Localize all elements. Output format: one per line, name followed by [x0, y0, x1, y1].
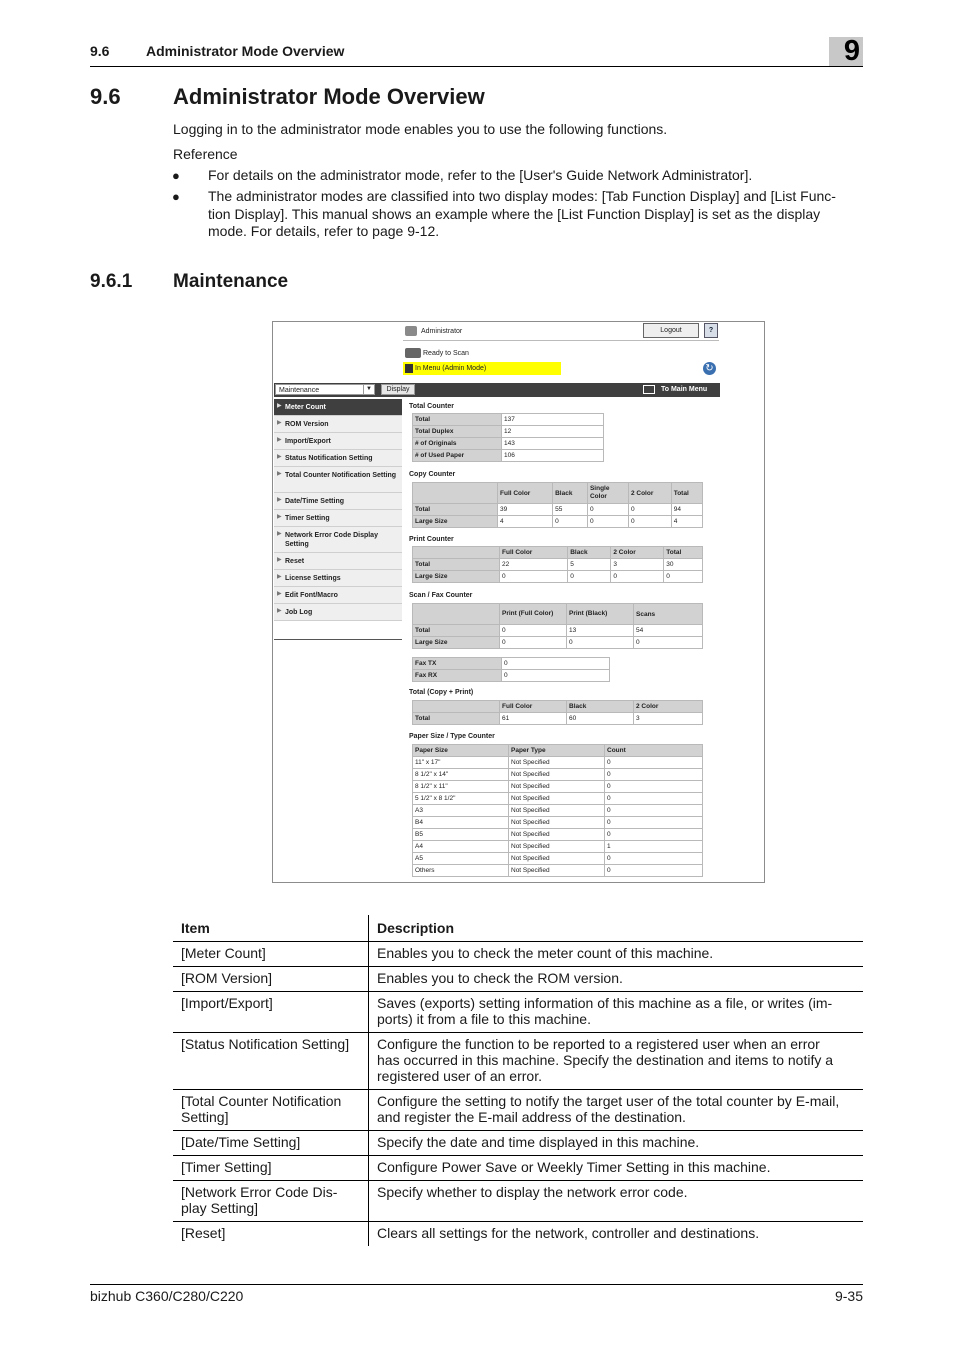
cell-value: 30	[664, 559, 703, 571]
cell-value: 0	[628, 516, 671, 528]
item-cell	[173, 1090, 369, 1131]
nav-item-rom-version[interactable]	[274, 416, 402, 433]
refresh-icon[interactable]: ↻	[703, 362, 716, 375]
description-line: Enables you to check the meter count of this machine.	[377, 945, 714, 961]
cell-value: Not Specified	[509, 769, 605, 781]
header-cell	[413, 547, 500, 559]
item-cell	[173, 942, 369, 967]
cell-value: 8 1/2" x 11"	[413, 781, 509, 793]
nav-item-edit-font-macro[interactable]	[274, 587, 402, 604]
cell-value: Not Specified	[509, 865, 605, 877]
header-cell: Print (Black)	[567, 604, 634, 625]
row-label: Total	[413, 504, 498, 516]
chevron-down-icon: ▼	[363, 385, 374, 394]
cell-value: 0	[605, 829, 703, 841]
description-line: Configure the setting to notify the target user of the total counter by E-mail,	[377, 1093, 840, 1109]
header-cell: Black	[567, 701, 634, 713]
cell-value: 3	[611, 559, 664, 571]
header-cell: Paper Size	[413, 745, 509, 757]
table-row	[413, 658, 610, 670]
cell-value: 0	[605, 805, 703, 817]
table-row	[413, 769, 703, 781]
cell-value: 0	[605, 781, 703, 793]
description-cell	[369, 967, 864, 992]
item-line: [ROM Version]	[181, 970, 273, 986]
table-row	[413, 516, 703, 528]
table-row	[413, 805, 703, 817]
nav-item-date-time[interactable]	[274, 493, 402, 510]
paper-counter-table	[412, 744, 703, 877]
to-main-menu-button[interactable]: To Main Menu	[661, 386, 708, 393]
description-line: ports) it from a file to this machine.	[377, 1011, 591, 1027]
arrow-right-icon: ▶	[277, 514, 282, 520]
chapter-tab	[829, 37, 863, 66]
cell-value: Not Specified	[509, 841, 605, 853]
cell-value: 137	[502, 414, 604, 426]
table-row	[173, 942, 863, 967]
cell-value: Not Specified	[509, 793, 605, 805]
maintenance-screenshot	[272, 321, 765, 883]
cell-value: 0	[587, 516, 628, 528]
cell-value: 0	[605, 853, 703, 865]
description-line: has occurred in this machine. Specify the destination and items to notify a	[377, 1052, 834, 1068]
header-cell: Scans	[634, 604, 703, 625]
table-row	[173, 1090, 863, 1131]
nav-label: Network Error Code Display Setting	[285, 532, 378, 548]
item-cell	[173, 1156, 369, 1181]
table-header-row	[413, 483, 703, 504]
cell-value: 1	[605, 841, 703, 853]
table-row	[413, 713, 703, 725]
header-cell: Paper Type	[509, 745, 605, 757]
nav-label: Meter Count	[285, 404, 326, 411]
row-label: Fax TX	[413, 658, 502, 670]
cell-value: 22	[500, 559, 568, 571]
cell-value: Others	[413, 865, 509, 877]
cell-value: 4	[671, 516, 702, 528]
description-cell	[369, 1033, 864, 1090]
cell-value: 106	[502, 450, 604, 462]
section-heading-title: Administrator Mode Overview	[173, 84, 485, 109]
arrow-right-icon: ▶	[277, 591, 282, 597]
cell-value: 13	[567, 625, 634, 637]
header-cell: Count	[605, 745, 703, 757]
item-cell	[173, 1033, 369, 1090]
row-label: Large Size	[413, 637, 500, 649]
header-cell: 2 Color	[634, 701, 703, 713]
header-cell: 2 Color	[611, 547, 664, 559]
print-counter-table	[412, 546, 703, 583]
cell-value: A3	[413, 805, 509, 817]
row-label: Total	[413, 713, 500, 725]
item-cell	[173, 992, 369, 1033]
header-cell: Total	[671, 483, 702, 504]
nav-label: Import/Export	[285, 438, 331, 445]
cell-value: 0	[500, 571, 568, 583]
nav-label: Timer Setting	[285, 515, 330, 522]
cell-value: B5	[413, 829, 509, 841]
nav-label: Status Notification Setting	[285, 455, 373, 462]
total-counter-title: Total Counter	[409, 403, 454, 410]
section-heading-number: 9.6	[90, 84, 121, 109]
header-cell: Full Color	[500, 701, 567, 713]
cell-value: 0	[611, 571, 664, 583]
item-line: [Meter Count]	[181, 945, 266, 961]
description-cell	[369, 942, 864, 967]
row-label: Large Size	[413, 516, 498, 528]
table-row	[173, 1131, 863, 1156]
row-label: Total	[413, 559, 500, 571]
scanner-icon	[405, 348, 421, 358]
item-cell	[173, 967, 369, 992]
table-row	[173, 967, 863, 992]
display-button[interactable]: Display	[381, 384, 415, 395]
table-row	[413, 817, 703, 829]
nav-item-import-export[interactable]	[274, 433, 402, 450]
nav-label: Reset	[285, 558, 305, 565]
description-line: Configure Power Save or Weekly Timer Setting in this machine.	[377, 1159, 771, 1175]
header-cell: Black	[553, 483, 588, 504]
arrow-right-icon: ▶	[277, 557, 282, 563]
cell-value: 0	[605, 865, 703, 877]
cell-value: 54	[634, 625, 703, 637]
table-row	[413, 504, 703, 516]
main-menu-icon	[643, 385, 655, 394]
nav-label: Job Log	[285, 609, 313, 616]
table-row	[413, 841, 703, 853]
description-line: and register the E-mail address of the destination.	[377, 1109, 686, 1125]
cell-value: 0	[605, 793, 703, 805]
cell-value: 0	[553, 516, 588, 528]
total-counter-table	[412, 413, 604, 462]
description-cell	[369, 1222, 864, 1247]
table-row	[413, 637, 703, 649]
table-row	[413, 559, 703, 571]
table-row	[413, 426, 604, 438]
description-line: Configure the function to be reported to a registered user when an error	[377, 1036, 820, 1052]
arrow-right-icon: ▶	[277, 471, 282, 477]
row-label: Total	[413, 414, 502, 426]
description-cell	[369, 1131, 864, 1156]
function-table	[173, 915, 863, 1246]
description-line: Saves (exports) setting information of this machine as a file, or writes (im-	[377, 995, 833, 1011]
row-label: Fax RX	[413, 670, 502, 682]
item-line: play Setting]	[181, 1200, 259, 1216]
cell-value: 0	[605, 757, 703, 769]
description-cell	[369, 992, 864, 1033]
arrow-right-icon: ▶	[277, 437, 282, 443]
help-icon[interactable]: ?	[704, 323, 718, 338]
administrator-label: Administrator	[421, 328, 463, 335]
arrow-right-icon: ▶	[277, 574, 282, 580]
item-line: [Network Error Code Dis-	[181, 1184, 338, 1200]
cell-value: 0	[567, 637, 634, 649]
table-row	[173, 1033, 863, 1090]
row-label: # of Originals	[413, 438, 502, 450]
reference-label: Reference	[173, 146, 238, 162]
description-line: Clears all settings for the network, controller and destinations.	[377, 1225, 760, 1241]
intro-paragraph: Logging in to the administrator mode enables you to use the following functions.	[173, 121, 668, 137]
scan-fax-counter-table	[412, 603, 703, 649]
cell-value: 61	[500, 713, 567, 725]
row-label: Large Size	[413, 571, 500, 583]
cell-value: Not Specified	[509, 781, 605, 793]
table-row	[413, 571, 703, 583]
cell-value: 0	[605, 769, 703, 781]
table-header-row	[413, 745, 703, 757]
arrow-right-icon: ▶	[277, 497, 282, 503]
header-cell: Single Color	[587, 483, 628, 504]
item-line: [Reset]	[181, 1225, 226, 1241]
column-header-description: Description	[369, 915, 864, 942]
arrow-right-icon: ▶	[277, 454, 282, 460]
nav-item-status-notification[interactable]	[274, 450, 402, 467]
copy-counter-title: Copy Counter	[409, 471, 456, 478]
arrow-right-icon: ▶	[277, 608, 282, 614]
cell-value: 0	[605, 817, 703, 829]
header-section-title: Administrator Mode Overview	[146, 43, 345, 59]
admin-title-bar	[403, 322, 719, 341]
table-row	[413, 757, 703, 769]
item-line: Setting]	[181, 1109, 229, 1125]
table-row	[413, 438, 604, 450]
nav-item-network-error-code[interactable]	[274, 527, 402, 553]
bullet-text-line: The administrator modes are classified into two display modes: [Tab Function Display] and [List Func-	[208, 188, 836, 204]
header-cell	[413, 701, 500, 713]
description-cell	[369, 1090, 864, 1131]
cell-value: 5 1/2" x 8 1/2"	[413, 793, 509, 805]
nav-label: ROM Version	[285, 421, 329, 428]
table-header-row	[413, 604, 703, 625]
paper-counter-title: Paper Size / Type Counter	[409, 733, 495, 740]
cell-value: 55	[553, 504, 588, 516]
nav-item-job-log[interactable]	[274, 604, 402, 621]
cell-value: Not Specified	[509, 805, 605, 817]
header-cell: Print (Full Color)	[500, 604, 567, 625]
print-counter-title: Print Counter	[409, 536, 454, 543]
cell-value: 0	[634, 637, 703, 649]
item-cell	[173, 1131, 369, 1156]
cell-value: 0	[502, 658, 610, 670]
table-row	[413, 853, 703, 865]
nav-item-total-counter-notification[interactable]	[274, 467, 402, 493]
cell-value: Not Specified	[509, 853, 605, 865]
category-select-value: Maintenance	[279, 387, 320, 394]
cell-value: 4	[498, 516, 553, 528]
table-row	[173, 1181, 863, 1222]
item-line: [Import/Export]	[181, 995, 273, 1011]
nav-label: License Settings	[285, 575, 341, 582]
table-row	[413, 450, 604, 462]
fax-counter-table	[412, 657, 610, 682]
cell-value: Not Specified	[509, 757, 605, 769]
cell-value: B4	[413, 817, 509, 829]
header-cell	[413, 604, 500, 625]
cell-value: 5	[568, 559, 611, 571]
status-text: Ready to Scan	[423, 350, 469, 357]
nav-label: Total Counter Notification Setting	[285, 472, 397, 479]
mode-banner	[403, 362, 561, 375]
cell-value: 0	[664, 571, 703, 583]
description-line: registered user of an error.	[377, 1068, 542, 1084]
nav-item-meter-count[interactable]	[274, 399, 402, 416]
table-row	[413, 829, 703, 841]
item-line: [Timer Setting]	[181, 1159, 272, 1175]
cell-value: 0	[587, 504, 628, 516]
column-header-item: Item	[173, 915, 369, 942]
bullet-marker: ●	[172, 189, 180, 204]
cell-value: 39	[498, 504, 553, 516]
header-cell: Black	[568, 547, 611, 559]
subsection-heading-number: 9.6.1	[90, 271, 133, 292]
cell-value: 3	[634, 713, 703, 725]
maintenance-nav	[274, 399, 402, 640]
arrow-right-icon: ▶	[277, 531, 282, 537]
item-line: [Status Notification Setting]	[181, 1036, 350, 1052]
header-cell	[413, 483, 498, 504]
cell-value: 94	[671, 504, 702, 516]
nav-item-license-settings[interactable]	[274, 570, 402, 587]
cell-value: 0	[628, 504, 671, 516]
footer-product: bizhub C360/C280/C220	[90, 1288, 244, 1304]
footer-page-number: 9-35	[834, 1288, 863, 1304]
row-label: Total	[413, 625, 500, 637]
row-label: Total Duplex	[413, 426, 502, 438]
item-cell	[173, 1181, 369, 1222]
table-header-row	[413, 701, 703, 713]
cell-value: Not Specified	[509, 817, 605, 829]
cell-value: Not Specified	[509, 829, 605, 841]
header-cell: 2 Color	[628, 483, 671, 504]
scan-fax-counter-title: Scan / Fax Counter	[409, 592, 473, 599]
running-header	[90, 42, 863, 67]
bullet-marker: ●	[172, 168, 180, 183]
page-footer	[90, 1284, 863, 1304]
description-line: Enables you to check the ROM version.	[377, 970, 623, 986]
bullet-text-line: mode. For details, refer to page 9-12.	[208, 223, 440, 239]
table-row	[413, 625, 703, 637]
cell-value: 12	[502, 426, 604, 438]
table-row	[173, 1222, 863, 1247]
total-copy-print-title: Total (Copy + Print)	[409, 689, 474, 696]
cell-value: 60	[567, 713, 634, 725]
nav-item-timer[interactable]	[274, 510, 402, 527]
mode-text: In Menu (Admin Mode)	[415, 365, 487, 372]
cell-value: 8 1/2" x 14"	[413, 769, 509, 781]
header-cell: Full Color	[498, 483, 553, 504]
table-header-row	[413, 547, 703, 559]
header-cell: Full Color	[500, 547, 568, 559]
nav-label: Edit Font/Macro	[285, 592, 338, 599]
administrator-icon	[405, 326, 417, 336]
table-row	[413, 670, 610, 682]
chapter-number: 9	[843, 35, 860, 67]
cell-value: A5	[413, 853, 509, 865]
cell-value: 11" x 17"	[413, 757, 509, 769]
nav-spacer	[274, 621, 402, 640]
admin-mode-icon	[405, 364, 413, 373]
cell-value: 0	[502, 670, 610, 682]
description-line: Specify the date and time displayed in this machine.	[377, 1134, 700, 1150]
bullet-text-line: tion Display]. This manual shows an example where the [List Function Display] is set as the display	[208, 206, 821, 222]
table-row	[173, 1156, 863, 1181]
arrow-right-icon: ▶	[277, 403, 282, 409]
category-select[interactable]	[275, 384, 375, 395]
table-row	[413, 781, 703, 793]
table-row	[413, 414, 604, 426]
item-line: [Date/Time Setting]	[181, 1134, 301, 1150]
subsection-heading-title: Maintenance	[173, 271, 289, 292]
cell-value: 143	[502, 438, 604, 450]
header-cell: Total	[664, 547, 703, 559]
header-section-number: 9.6	[90, 43, 110, 59]
row-label: # of Used Paper	[413, 450, 502, 462]
cell-value: 0	[500, 625, 567, 637]
item-cell	[173, 1222, 369, 1247]
cell-value: A4	[413, 841, 509, 853]
copy-counter-table	[412, 482, 703, 528]
table-row	[413, 793, 703, 805]
table-row	[413, 865, 703, 877]
table-row	[173, 992, 863, 1033]
arrow-right-icon: ▶	[277, 420, 282, 426]
cell-value: 0	[568, 571, 611, 583]
menu-bar	[274, 383, 720, 397]
description-cell	[369, 1156, 864, 1181]
bullet-text: For details on the administrator mode, refer to the [User's Guide Network Administrator].	[208, 167, 753, 183]
total-copy-print-table	[412, 700, 703, 725]
nav-label: Date/Time Setting	[285, 498, 344, 505]
cell-value: 0	[500, 637, 567, 649]
logout-button[interactable]: Logout	[643, 323, 699, 338]
description-cell	[369, 1181, 864, 1222]
nav-item-reset[interactable]	[274, 553, 402, 570]
table-header-row	[173, 915, 863, 942]
description-line: Specify whether to display the network error code.	[377, 1184, 688, 1200]
item-line: [Total Counter Notification	[181, 1093, 342, 1109]
